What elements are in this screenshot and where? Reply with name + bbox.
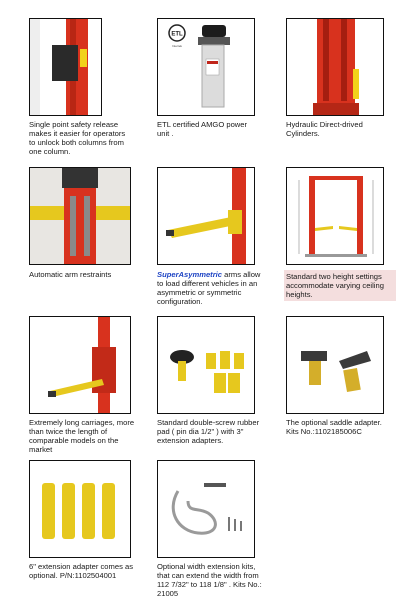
- image-width-extension-kit: [157, 460, 255, 558]
- image-asymmetric-arms: [157, 167, 255, 265]
- superasymmetric-brand: SuperAsymmetric: [157, 270, 222, 279]
- image-height-settings: [286, 167, 384, 265]
- image-power-unit: [157, 18, 255, 116]
- caption-arm-restraints: Automatic arm restraints: [29, 270, 112, 279]
- caption-height-settings: Standard two height settings accommodate varying ceiling heights.: [284, 270, 396, 301]
- caption-power-unit: ETL certified AMGO power unit .: [157, 120, 248, 138]
- caption-cylinders: Hydraulic Direct-drived Cylinders.: [286, 120, 363, 138]
- image-extension-adapter: [29, 460, 131, 558]
- caption-safety-release: Single point safety release makes it easier for operators to unlock both columns from one column.: [29, 120, 126, 156]
- image-safety-release: [29, 18, 102, 116]
- image-arm-restraints: [29, 167, 131, 265]
- image-rubber-pad: [157, 316, 255, 414]
- caption-width-extension-kit: Optional width extension kits, that can extend the width from 112 7/32" to 118 1/8" . Kits No.: 21005: [157, 562, 262, 598]
- image-cylinders: [286, 18, 384, 116]
- asymmetric-caption-text: arms allow to load different vehicles in an asymmetric or symmetric configuration.: [157, 270, 261, 306]
- etl-sub-text: Intertek: [171, 44, 183, 48]
- etl-logo-text: ETL: [171, 31, 183, 38]
- caption-rubber-pad: Standard double-screw rubber pad ( pin dia 1/2" ) with 3" extension adapters.: [157, 418, 260, 445]
- caption-long-carriages: Extremely long carriages, more than twice the length of comparable models on the market: [29, 418, 135, 454]
- caption-asymmetric-arms: [157, 270, 261, 306]
- image-saddle-adapter: [286, 316, 384, 414]
- caption-extension-adapter: 6" extension adapter comes as optional. P/N:1102504001: [29, 562, 134, 580]
- caption-saddle-adapter: The optional saddle adapter. Kits No.:1102185006C: [286, 418, 382, 436]
- image-long-carriages: [29, 316, 131, 414]
